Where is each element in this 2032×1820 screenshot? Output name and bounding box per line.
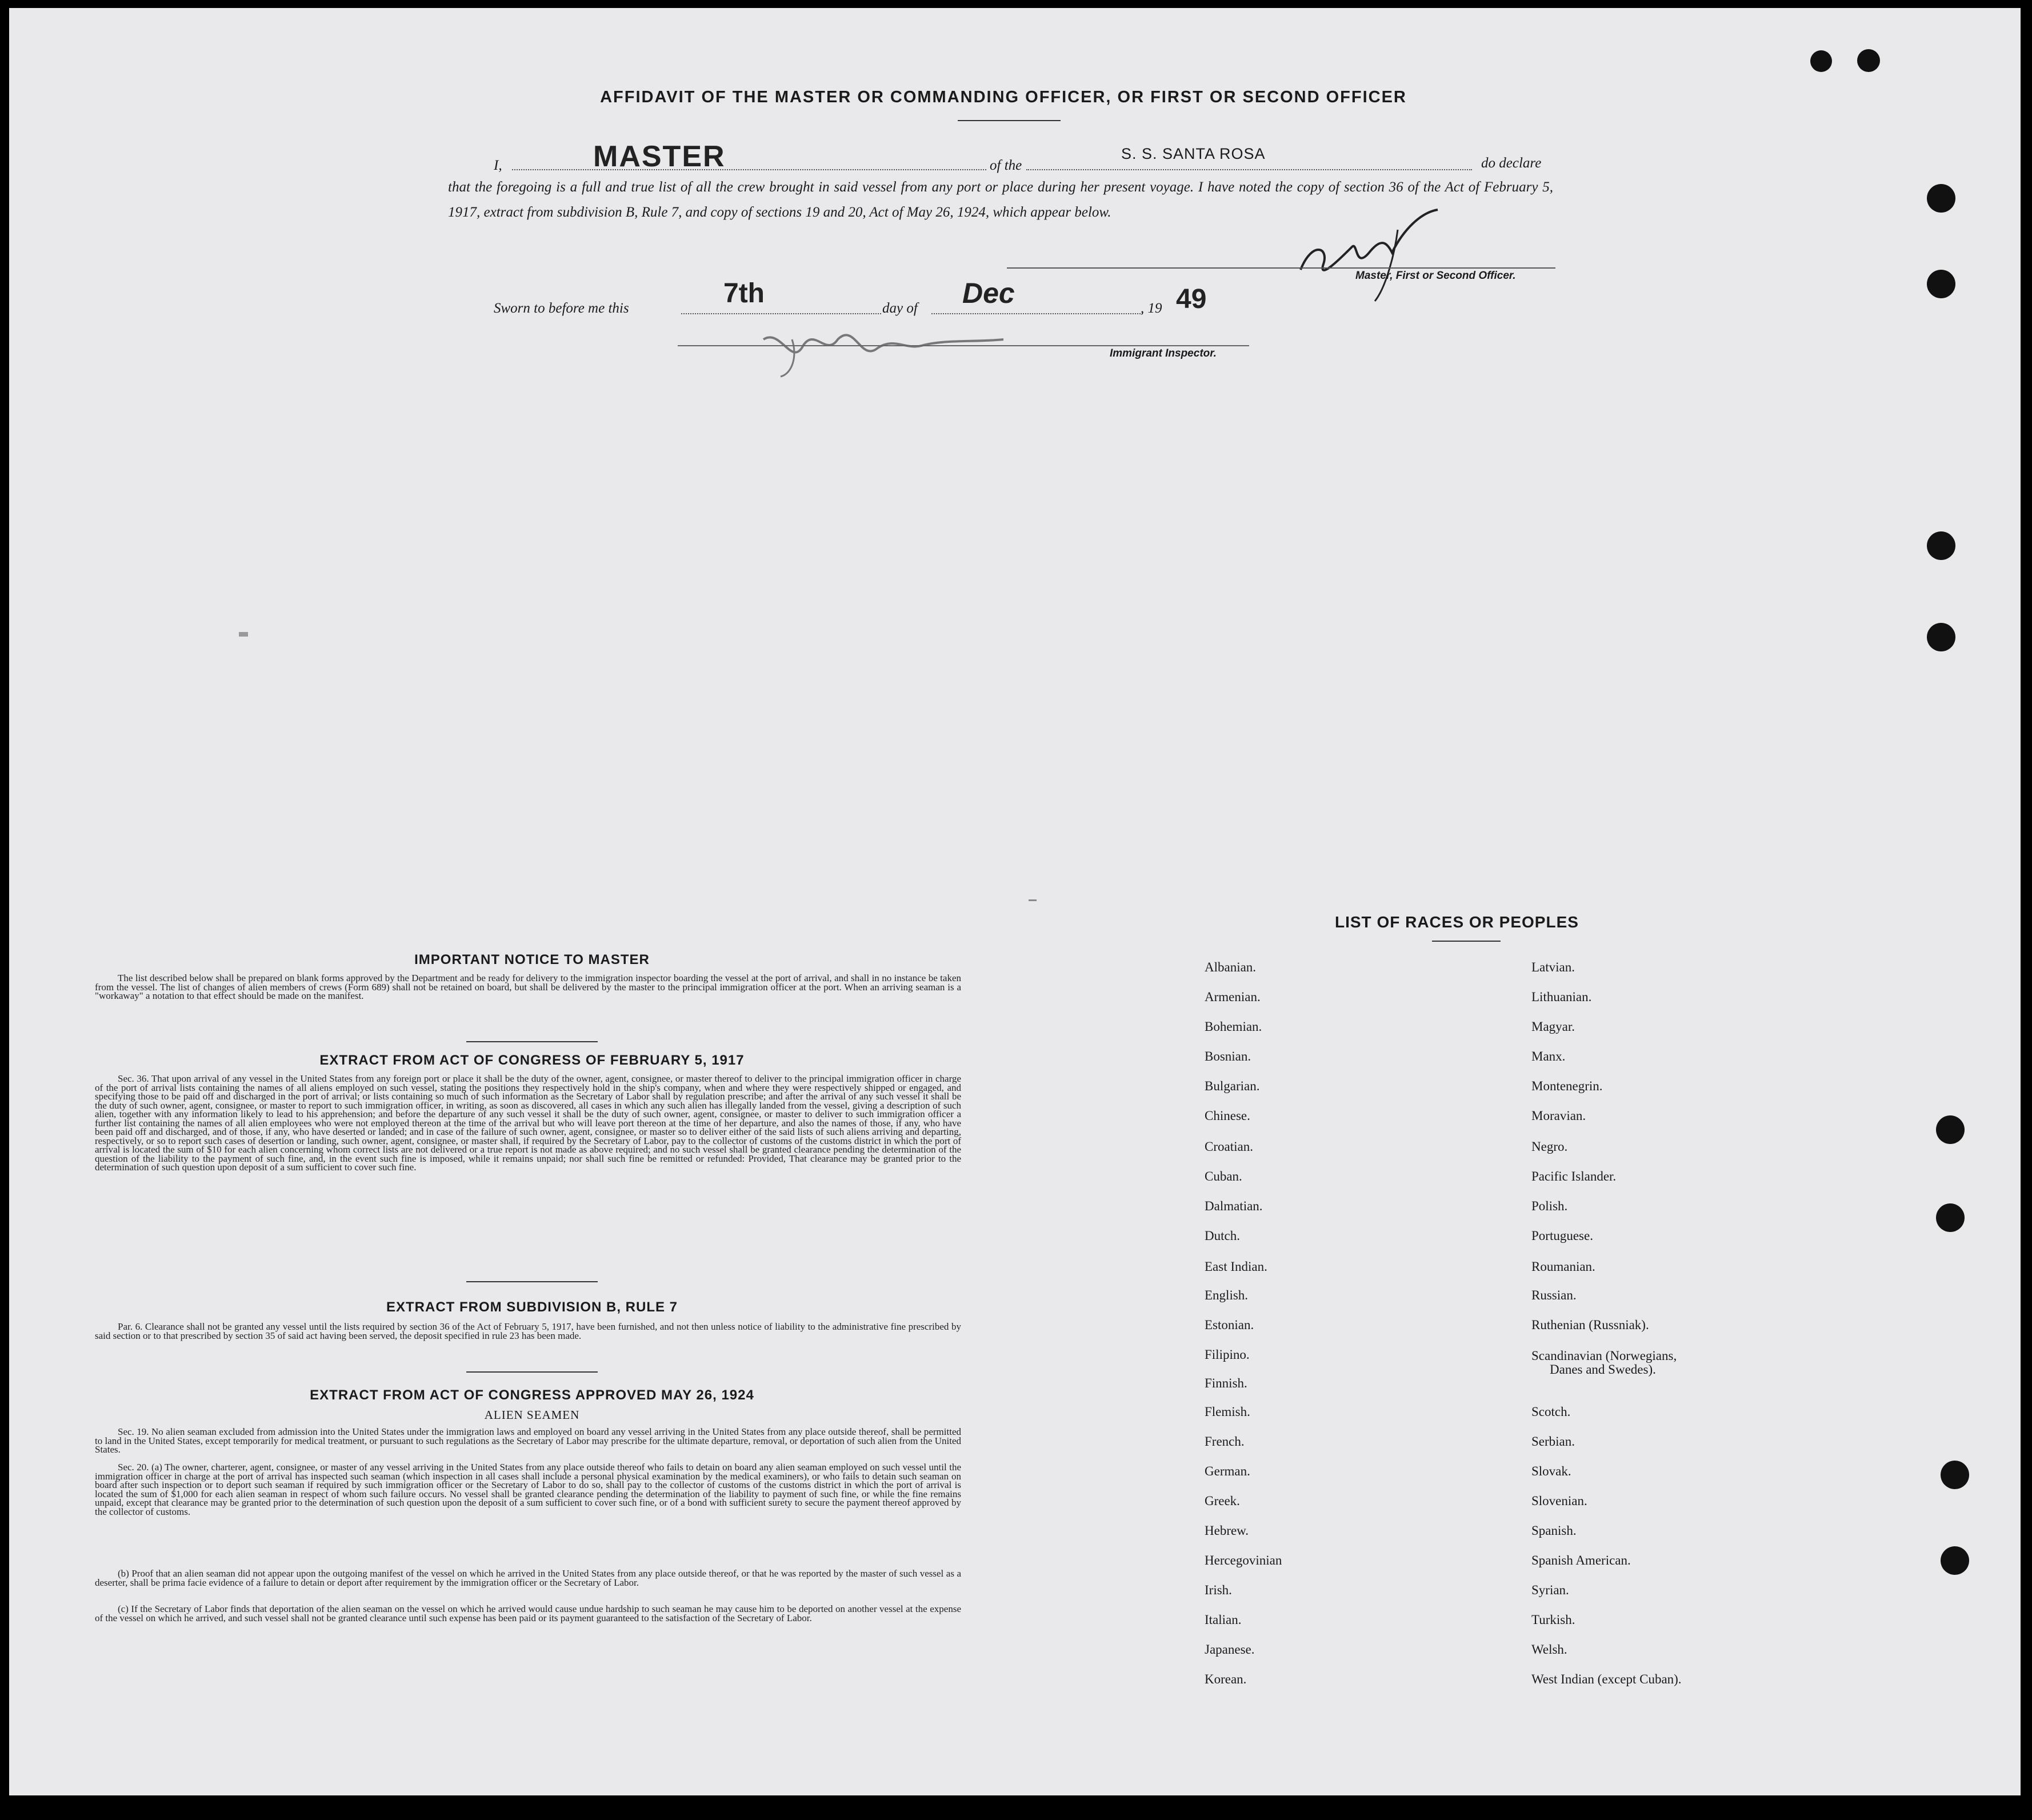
day-line [681, 313, 881, 314]
rule7-divider [466, 1371, 598, 1373]
race-item: Estonian. [1205, 1318, 1254, 1332]
alien-seamen-subtitle: ALIEN SEAMEN [484, 1408, 580, 1422]
vessel-line [1026, 169, 1472, 170]
day-of-label: day of [882, 301, 918, 316]
race-item: Bulgarian. [1205, 1079, 1260, 1093]
month-value-handwritten: Dec [962, 277, 1015, 309]
punch-hole [1936, 1203, 1965, 1232]
sec20b-text: (b) Proof that an alien seaman did not appear upon the outgoing manifest of the vessel on which he arrived in the United States from any place outside thereof, or that he was reported by the master of such vessel as a deserter, shall be prima facie evidence of a failure to detain or deport after requirement by the immigration officer or the Secretary of Labor. [95, 1568, 961, 1588]
race-item: Magyar. [1531, 1019, 1575, 1034]
race-item: Lithuanian. [1531, 990, 1592, 1004]
races-divider [1432, 941, 1501, 942]
race-item: Croatian. [1205, 1139, 1253, 1154]
race-item: Roumanian. [1531, 1259, 1595, 1274]
vessel-name: S. S. SANTA ROSA [1121, 145, 1266, 162]
race-item: Welsh. [1531, 1642, 1567, 1657]
race-item: Moravian. [1531, 1109, 1586, 1123]
extract-1924-title: EXTRACT FROM ACT OF CONGRESS APPROVED MAY 26, 1924 [310, 1387, 754, 1403]
race-item: Manx. [1531, 1049, 1566, 1063]
race-item: Montenegrin. [1531, 1079, 1603, 1093]
stray-mark [239, 632, 248, 637]
rule7-text: Par. 6. Clearance shall not be granted any vessel until the lists required by section 36 of the Act of February 5, 1917, have been furnished, and not then unless notice of liability to the administrative fine prescribed by said section or to that prescribed by section 35 of said act having been served, the deposit specified in rule 23 has been made. [95, 1321, 961, 1341]
rule7-title: EXTRACT FROM SUBDIVISION B, RULE 7 [386, 1299, 678, 1315]
punch-hole [1936, 1115, 1965, 1144]
inspector-label: Immigrant Inspector. [1110, 347, 1217, 359]
race-item: Ruthenian (Russniak). [1531, 1318, 1649, 1332]
race-item: Syrian. [1531, 1583, 1569, 1597]
race-item: Cuban. [1205, 1169, 1242, 1183]
affidavit-title: AFFIDAVIT OF THE MASTER OR COMMANDING OFFICER, OR FIRST OR SECOND OFFICER [600, 88, 1407, 106]
race-item: Turkish. [1531, 1613, 1575, 1627]
race-item: Negro. [1531, 1139, 1568, 1154]
race-item: Japanese. [1205, 1642, 1255, 1657]
year-prefix: , 19 [1141, 301, 1162, 316]
name-line [512, 169, 986, 170]
punch-hole [1941, 1461, 1969, 1489]
notice-title: IMPORTANT NOTICE TO MASTER [414, 952, 650, 967]
extract-1917-text: Sec. 36. That upon arrival of any vessel in the United States from any foreign port or place it shall be the duty of the owner, agent, consignee, or master thereof to deliver to the principal immigration officer in charge of the port of arrival lists containing the names of all aliens employed on such vessel, stating the positions they respectively hold in the ship's company, when and where they were respectively shipped or engaged, and specifying those to be paid off and discharged in the port of arrival; or lists containing so much of such information as the Secretary of Labor shall by regulation prescribe; and after the arrival of any such vessel it shall be the duty of such owner, agent, consignee, or master to report to such immigration officer, in writing, as soon as discovered, all cases in which any such alien has illegally landed from the vessel, giving a description of such alien, together with any information likely to lead to his apprehension; and before the departure of any such vessel it shall be the duty of such owner, agent, consignee, or master to deliver to such immigration officer a further list containing the names of all alien employees who were not employed thereon at the time of the arrival but who will leave port thereon at the time of her departure, and also the names of those, if any, who have been paid off and discharged, and of those, if any, who have deserted or landed; and in case of the failure of such owner, agent, consignee, or master so to deliver either of the said lists of such aliens arriving and departing, respectively, or so to report such cases of desertion or landing, such owner, agent, consignee, or master shall, if required by the Secretary of Labor, pay to the collector of customs of the customs district in which the port of arrival is located the sum of $10 for each alien concerning whom correct lists are not delivered or a true report is not made as above required; and no such vessel shall be granted clearance pending the determination of the question of the liability to the payment of such fine, and, in the event such fine is imposed, while it remains unpaid; nor shall such fine be remitted or refunded: Provided, That clearance may be granted prior to the determination of such question upon deposit of a sum sufficient to cover such fine. [95, 1073, 961, 1173]
race-item: Polish. [1531, 1199, 1568, 1213]
title-divider [958, 120, 1061, 121]
notice-divider [466, 1041, 598, 1042]
race-item: East Indian. [1205, 1259, 1267, 1274]
race-item: Chinese. [1205, 1109, 1250, 1123]
race-item: Slovenian. [1531, 1494, 1587, 1508]
race-item: English. [1205, 1288, 1249, 1302]
inspector-signature-line [678, 345, 1249, 346]
stray-mark [1029, 899, 1037, 901]
punch-hole [1927, 623, 1955, 651]
inspector-signature [758, 317, 1009, 379]
race-item: Portuguese. [1531, 1229, 1593, 1243]
race-item: Dalmatian. [1205, 1199, 1263, 1213]
sec20c-text: (c) If the Secretary of Labor finds that deportation of the alien seaman on the vessel on which he arrived would cause undue hardship to such seaman he may cause him to be deported on another vessel at the expense of the vessel on which he arrived, and such vessel shall not be granted clearance until such expense has been paid or its payment guaranteed to the satisfaction of the Secretary of Labor. [95, 1603, 961, 1623]
races-title: LIST OF RACES OR PEOPLES [1335, 913, 1579, 931]
sworn-label: Sworn to before me this [494, 301, 629, 316]
month-line [931, 313, 1143, 314]
race-item: Serbian. [1531, 1434, 1575, 1449]
punch-hole [1857, 49, 1880, 72]
punch-hole [1927, 531, 1955, 560]
notice-text: The list described below shall be prepared on blank forms approved by the Department and be ready for delivery to the immigration inspector boarding the vessel at the port of arrival, and shall in no instance be taken from the vessel. The list of changes of alien members of crews (Form 689) shall not be retained on board, but shall be delivered by the master to the principal immigration officer at the port. When an arriving seaman is a "workaway" a notation to that effect should be made on the manifest. [95, 973, 961, 1001]
race-item: Dutch. [1205, 1229, 1240, 1243]
punch-hole [1927, 184, 1955, 213]
i-label: I, [494, 158, 502, 173]
race-item: Bosnian. [1205, 1049, 1251, 1063]
race-item: Korean. [1205, 1672, 1247, 1686]
master-name-handwritten: MASTER [593, 140, 726, 173]
race-item: Pacific Islander. [1531, 1169, 1617, 1183]
race-item: Danes and Swedes). [1550, 1362, 1656, 1377]
race-item: Hercegovinian [1205, 1553, 1282, 1567]
extract-1917-title: EXTRACT FROM ACT OF CONGRESS OF FEBRUARY 5, 1917 [319, 1053, 745, 1068]
of-the-label: of the [990, 158, 1022, 173]
race-item: Italian. [1205, 1613, 1242, 1627]
race-item: German. [1205, 1464, 1250, 1478]
race-item: Albanian. [1205, 960, 1257, 974]
year-value-handwritten: 49 [1176, 284, 1207, 314]
master-signature-line [1007, 267, 1555, 269]
sec20a-text: Sec. 20. (a) The owner, charterer, agent, consignee, or master of any vessel arriving in the United States from any place outside thereof who fails to detain on board any alien seaman employed on such vessel until the immigration officer in charge at the port of arrival has inspected such seaman (which inspection in all cases shall include a personal physical examination by the medical examiners), or who fails to detain such seaman on board after such inspection or to deport such seaman if required by such immigration officer or the Secretary of Labor to do so, shall pay to the collector of customs of the customs district in which the port of arrival is located the sum of $1,000 for each alien seaman in respect of whom such failure occurs. No vessel shall be granted clearance pending the determination of the liability to payment of such fine, or while the fine remains unpaid, except that clearance may be granted prior to the determination of such question upon the deposit of a sum sufficient to cover such fine, or of a bond with sufficient surety to secure the payment thereof approved by the collector of customs. [95, 1462, 961, 1517]
race-item: Bohemian. [1205, 1019, 1262, 1034]
race-item: French. [1205, 1434, 1245, 1449]
master-signature [1289, 207, 1449, 310]
race-item: Armenian. [1205, 990, 1261, 1004]
extract-1917-divider [466, 1281, 598, 1282]
race-item: Irish. [1205, 1583, 1232, 1597]
race-item: Russian. [1531, 1288, 1577, 1302]
race-item: Slovak. [1531, 1464, 1571, 1478]
race-item: West Indian (except Cuban). [1531, 1672, 1682, 1686]
punch-hole [1927, 270, 1955, 298]
race-item: Spanish American. [1531, 1553, 1631, 1567]
sec19-text: Sec. 19. No alien seaman excluded from admission into the United States under the immigration laws and employed on board any vessel arriving in the United States from any place outside thereof, shall be permitted to land in the United States, except temporarily for medical treatment, or pursuant to such regulations as the Secretary of Labor may prescribe for the ultimate departure, removal, or deportation of such alien from the United States. [95, 1426, 961, 1455]
race-item: Scandinavian (Norwegians, [1531, 1349, 1677, 1363]
race-item: Spanish. [1531, 1523, 1577, 1538]
race-item: Greek. [1205, 1494, 1240, 1508]
punch-hole [1810, 50, 1832, 72]
race-item: Latvian. [1531, 960, 1575, 974]
race-item: Hebrew. [1205, 1523, 1249, 1538]
punch-hole [1941, 1546, 1969, 1575]
affidavit-body: that the foregoing is a full and true list of all the crew brought in said vessel from any port or place during her present voyage. I have noted the copy of section 36 of the Act of February 5, 1917, extract from subdivision B, Rule 7, and copy of sections 19 and 20, Act of May 26, 1924, which appear below. [448, 179, 1553, 220]
document-page [9, 8, 2021, 1795]
master-label: Master, First or Second Officer. [1355, 270, 1516, 282]
race-item: Flemish. [1205, 1405, 1250, 1419]
race-item: Scotch. [1531, 1405, 1571, 1419]
race-item: Filipino. [1205, 1347, 1250, 1362]
day-value-handwritten: 7th [723, 278, 765, 309]
declare-label: do declare [1481, 155, 1542, 171]
race-item: Finnish. [1205, 1376, 1247, 1390]
